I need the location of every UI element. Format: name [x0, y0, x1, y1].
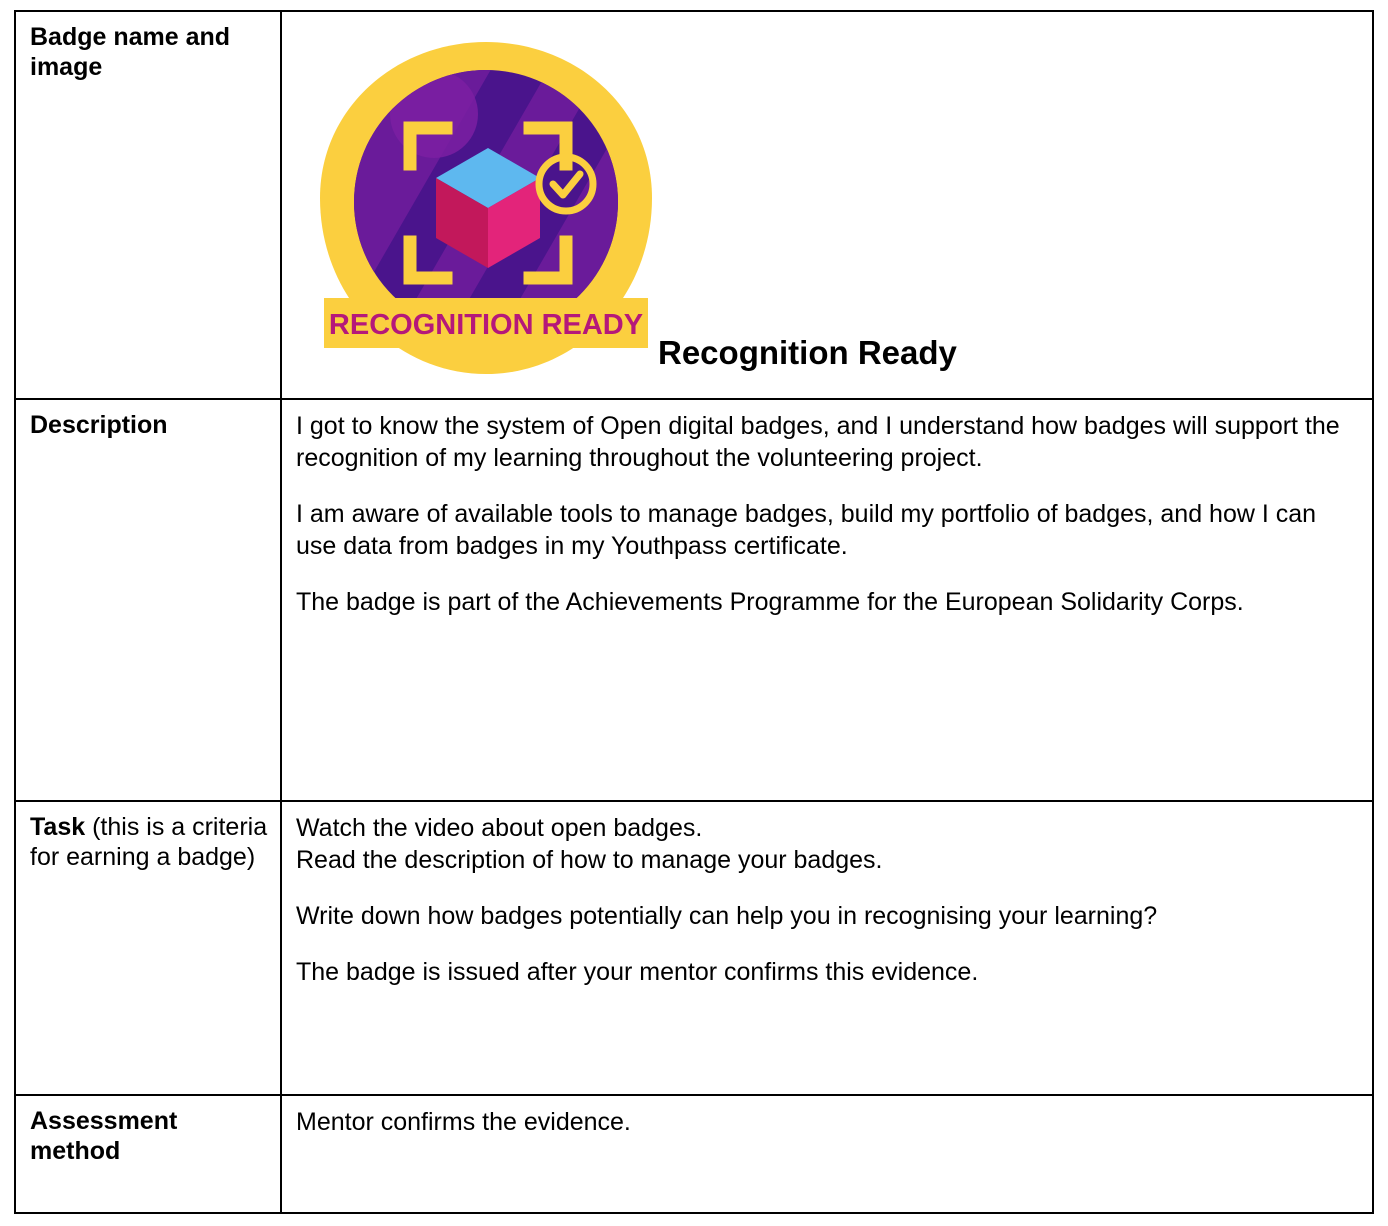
table-row-badge-name-image	[15, 11, 1373, 399]
task-line-2: Read the description of how to manage your badges.	[296, 846, 883, 874]
row-content-badge-name-image	[281, 11, 1373, 399]
badge-visual-container	[296, 22, 1360, 388]
table-row-description	[15, 399, 1373, 801]
description-paragraph-1: I got to know the system of Open digital badges, and I understand how badges will support the recognition of my learning throughout the volunteering project.	[296, 412, 1340, 472]
assessment-paragraph-1: Mentor confirms the evidence.	[296, 1108, 631, 1136]
row-label-task	[15, 801, 281, 1095]
badge-title: Recognition Ready	[658, 334, 957, 371]
badge-specification-table	[14, 10, 1374, 1214]
row-content-description	[281, 399, 1373, 801]
row-label-assessment-method: Assessment method	[15, 1095, 281, 1213]
row-label-task-bold: Task	[30, 813, 86, 841]
badge-ribbon-text: RECOGNITION READY	[328, 309, 644, 341]
row-label-description: Description	[15, 399, 281, 801]
recognition-ready-badge-icon	[314, 36, 658, 380]
table-row-assessment-method	[15, 1095, 1373, 1213]
row-content-assessment-method	[281, 1095, 1373, 1213]
row-label-task-normal: (this is a criteria for earning a badge)	[30, 813, 268, 871]
task-line-1: Watch the video about open badges.	[296, 814, 703, 842]
task-line-3: Write down how badges potentially can help you in recognising your learning?	[296, 902, 1158, 930]
row-content-task	[281, 801, 1373, 1095]
description-paragraph-2: I am aware of available tools to manage badges, build my portfolio of badges, and how I can use data from badges in my Youthpass certificate.	[296, 500, 1317, 560]
task-line-4: The badge is issued after your mentor confirms this evidence.	[296, 958, 979, 986]
row-label-badge-name-image: Badge name and image	[15, 11, 281, 399]
description-paragraph-3: The badge is part of the Achievements Programme for the European Solidarity Corps.	[296, 588, 1244, 616]
table-row-task	[15, 801, 1373, 1095]
